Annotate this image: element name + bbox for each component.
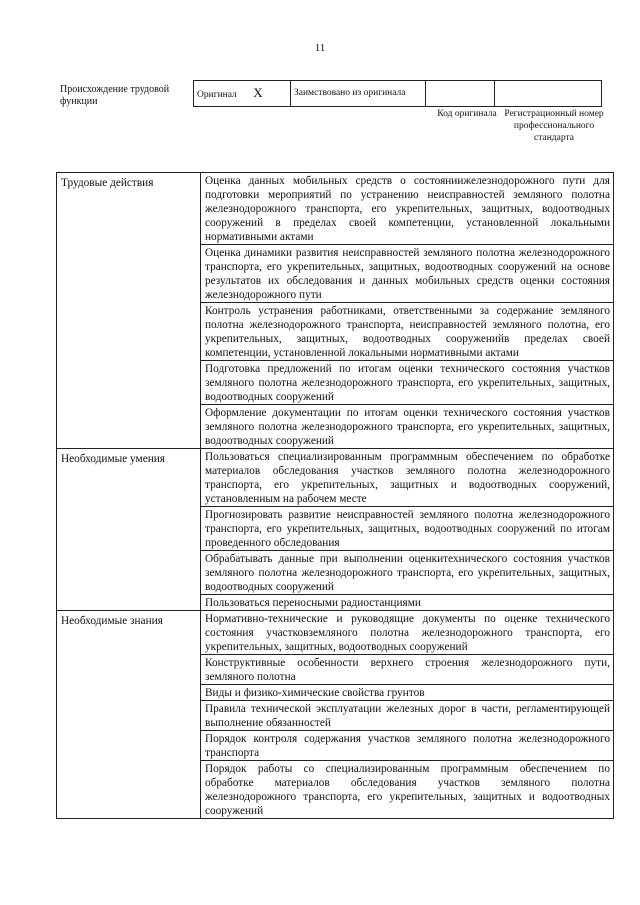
section-item: Подготовка предложений по итогам оценки технического состояния участков земляного полотна железнодорожного транспорта, его укрепительных, защитных, водоотводных сооружений xyxy=(201,361,614,405)
original-cell xyxy=(194,81,291,107)
section-item: Пользоваться специализированным программным обеспечением по обработке материалов обследования участков земляного полотна железнодорожного транспорта, его укрепительных, защитных и водоотводных сооружений, установленным на рабочем месте xyxy=(201,449,614,507)
page-number: 11 xyxy=(314,42,326,54)
section-item: Порядок работы со специализированным программным обеспечением по обработке материалов обследования участков земляного полотна железнодорожного транспорта, его укрепительных, защитных и водоотводных сооружений xyxy=(201,761,614,819)
section-item: Конструктивные особенности верхнего строения железнодорожного пути, земляного полотна xyxy=(201,655,614,685)
section-title: Необходимые знания xyxy=(57,611,201,819)
section-item: Виды и физико-химические свойства грунтов xyxy=(201,685,614,701)
section-title: Необходимые умения xyxy=(57,449,201,611)
section-item: Обрабатывать данные при выполнении оценкитехнического состояния участков земляного полотна железнодорожного транспорта, его укрепительных, защитных, водоотводных сооружений xyxy=(201,551,614,595)
function-table xyxy=(56,172,614,819)
origin-table xyxy=(193,80,602,107)
section-item: Прогнозировать развитие неисправностей земляного полотна железнодорожного транспорта, его укрепительных, защитных, водоотводных сооружений по итогам проведенного обследования xyxy=(201,507,614,551)
original-mark: X xyxy=(253,84,263,100)
section-item: Нормативно-технические и руководящие документы по оценке технического состояния участковземляного полотна железнодорожного транспорта, его укрепительных, защитных, водоотводных сооружений xyxy=(201,611,614,655)
origin-label: Происхождение трудовой функции xyxy=(60,84,170,107)
original-label: Оригинал xyxy=(197,89,237,100)
table-row xyxy=(57,611,614,655)
borrowed-cell: Заимствовано из оригинала xyxy=(291,81,426,107)
reg-number-label: Регистрационный номер профессионального стандарта xyxy=(504,109,604,143)
section-item: Оценка динамики развития неисправностей земляного полотна железнодорожного транспорта, его укрепительных, защитных, водоотводных сооружений на основе результатов их обследования и данных мобильных средств оценки состояния железнодорожного пути xyxy=(201,245,614,303)
section-item: Контроль устранения работниками, ответственными за содержание земляного полотна железнодорожного транспорта, неисправностей земляного полотна, его укрепительных, защитных, водоотводных сооруженийв пределах своей компетенции, установленной локальными нормативными актами xyxy=(201,303,614,361)
section-item: Порядок контроля содержания участков земляного полотна железнодорожного транспорта xyxy=(201,731,614,761)
section-item: Правила технической эксплуатации железных дорог в части, регламентирующей выполнение обязанностей xyxy=(201,701,614,731)
section-item: Оценка данных мобильных средств о состояниижелезнодорожного пути для подготовки мероприятий по устранению неисправностей земляного полотна железнодорожного транспорта, его укрепительных, защитных, водоотводных сооружений в пределах своей компетенции, установленной локальными нормативными актами xyxy=(201,173,614,245)
section-title: Трудовые действия xyxy=(57,173,201,449)
table-row xyxy=(57,449,614,507)
code-cell xyxy=(426,81,495,107)
section-item: Пользоваться переносными радиостанциями xyxy=(201,595,614,611)
table-row xyxy=(57,173,614,245)
reg-number-cell xyxy=(495,81,602,107)
section-item: Оформление документации по итогам оценки технического состояния участков земляного полотна железнодорожного транспорта, его укрепительных, защитных, водоотводных сооружений xyxy=(201,405,614,449)
code-label: Код оригинала xyxy=(437,109,497,119)
